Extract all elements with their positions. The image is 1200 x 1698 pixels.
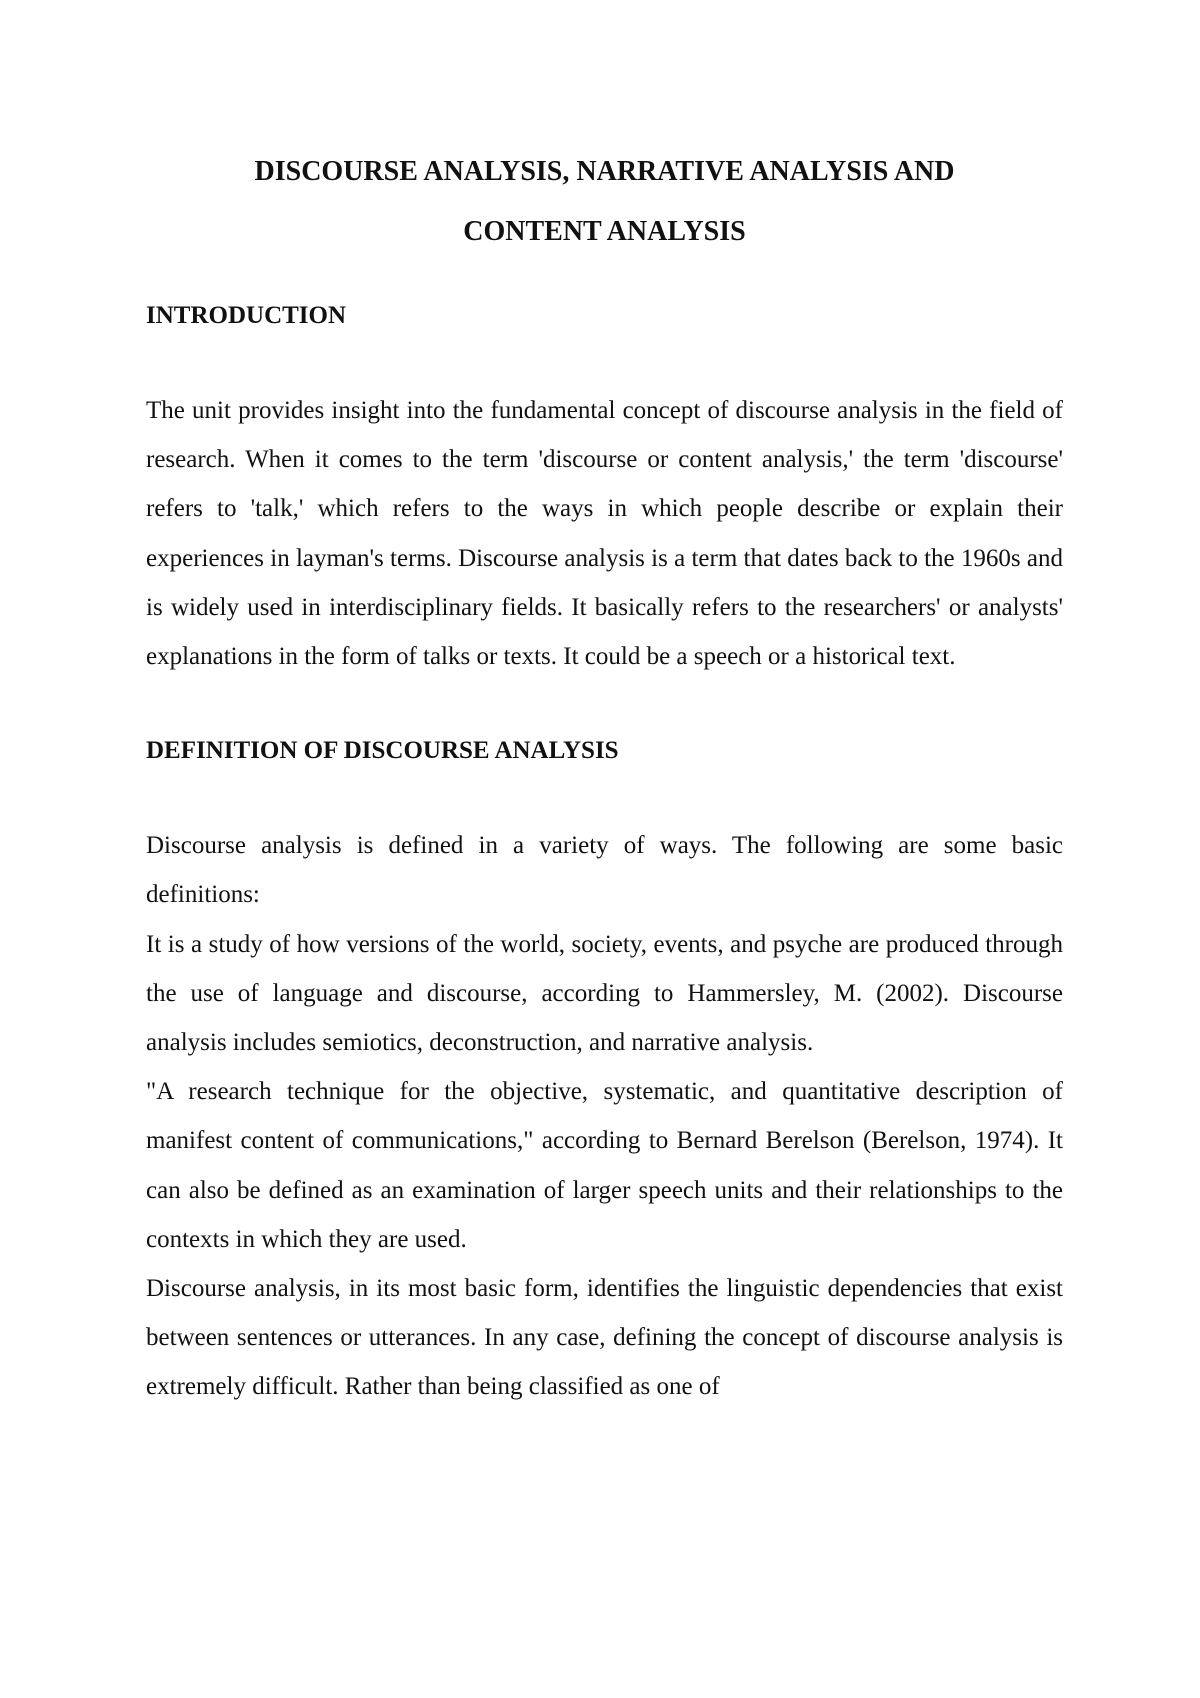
document-body [146, 142, 1063, 1412]
definition-paragraph-4: Discourse analysis, in its most basic form, identifies the linguistic dependencies that exist between sentences or utterances. In any case, defining the concept of discourse analysis is extremely difficult. Rather than being classified as one of [146, 1275, 1063, 1401]
document-title-line-1: DISCOURSE ANALYSIS, NARRATIVE ANALYSIS AND [254, 156, 955, 187]
section-heading-introduction: INTRODUCTION [146, 302, 347, 329]
definition-paragraph-2: It is a study of how versions of the world, society, events, and psyche are produced through the use of language and discourse, according to Hammersley, M. (2002). Discourse analysis includes semiotics, deconstruction, and narrative analysis. [146, 930, 1063, 1057]
section-heading-definition: DEFINITION OF DISCOURSE ANALYSIS [146, 737, 619, 765]
definition-paragraph-1: Discourse analysis is defined in a variety of ways. The following are some basic definitions: [146, 832, 1063, 909]
introduction-paragraph: The unit provides insight into the fundamental concept of discourse analysis in the field of research. When it comes to the term 'discourse or content analysis,' the term 'discourse' refers to 'talk,' which refers to the ways in which people describe or explain their experiences in layman's terms. Discourse analysis is a term that dates back to the 1960s and is widely used in interdisciplinary fields. It basically refers to the researchers' or analysts' explanations in the form of talks or texts. It could be a speech or a historical text. [146, 397, 1063, 671]
definition-paragraph-3: "A research technique for the objective, systematic, and quantitative description of manifest content of communications," according to Bernard Berelson (Berelson, 1974). It can also be defined as an examination of larger speech units and their relationships to the contexts in which they are used. [146, 1078, 1063, 1253]
document-title-line-2: CONTENT ANALYSIS [463, 216, 746, 247]
